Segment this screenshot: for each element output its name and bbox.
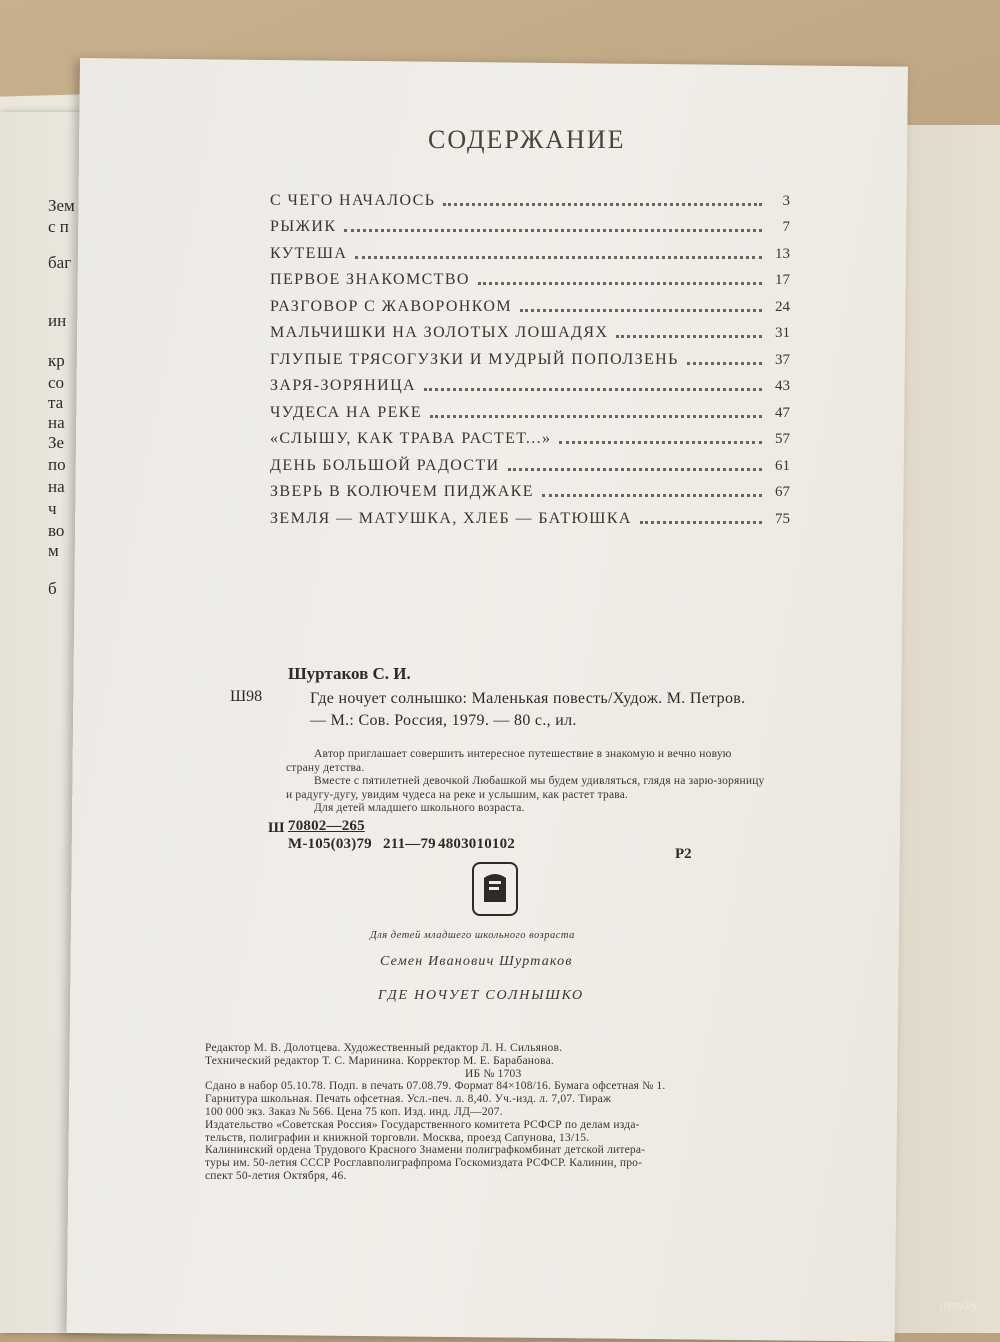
- left-page-fragment: баг: [48, 253, 72, 272]
- toc-item-page: 67: [775, 484, 790, 500]
- toc-item-title: С ЧЕГО НАЧАЛОСЬ: [270, 191, 436, 209]
- publisher-logo: [472, 862, 518, 916]
- toc-item: [270, 422, 790, 449]
- toc-item: [270, 369, 790, 396]
- imprint-detail-line: тельств, полиграфии и книжной торговли. Москва, проезд Сапунова, 13/15.: [205, 1131, 590, 1144]
- class-denominator: М-105(03)79: [288, 836, 372, 852]
- left-page-fragment: та: [48, 393, 64, 412]
- imprint-author: Семен Иванович Шуртаков: [380, 954, 573, 969]
- imprint-detail-line: Сдано в набор 05.10.78. Подп. в печать 07.08.79. Формат 84×108/16. Бумага офсетная № 1.: [205, 1080, 666, 1093]
- toc-item-page: 24: [775, 298, 790, 315]
- toc-item-title: РЫЖИК: [270, 218, 337, 235]
- imprint-detail-line: Гарнитура школьная. Печать офсетная. Усл.-печ. л. 8,40. Уч.-изд. л. 7,07. Тираж: [205, 1093, 612, 1106]
- toc-item-page: 3: [782, 192, 790, 209]
- toc-item: [270, 342, 790, 369]
- toc-leader-dots: [542, 493, 762, 497]
- toc-item-title: ЗВЕРЬ В КОЛЮЧЕМ ПИДЖАКЕ: [270, 483, 534, 500]
- imprint-detail-line: ИБ № 1703: [465, 1067, 522, 1080]
- toc-item-page: 75: [775, 510, 790, 527]
- toc-item: [270, 289, 790, 316]
- class-numerator: 70802—265: [288, 818, 365, 834]
- imprint-detail-line: Редактор М. В. Долотцева. Художественный редактор Л. Н. Сильянов.: [205, 1042, 563, 1054]
- left-page-fragment: на: [48, 477, 65, 496]
- toc-item: [270, 316, 790, 343]
- toc-leader-dots: [443, 202, 762, 206]
- bib-author: Шуртаков С. И.: [288, 664, 411, 683]
- toc-leader-dots: [355, 255, 762, 259]
- toc-item: [270, 236, 790, 263]
- toc-item: [270, 475, 790, 502]
- toc-item-page: 17: [775, 272, 790, 288]
- imprint-title: ГДЕ НОЧУЕТ СОЛНЫШКО: [378, 988, 584, 1003]
- annotation-paragraph: Вместе с пятилетней девочкой Любашкой мы будем удивляться, глядя на зарю-зоряницу и радугу-дугу, увидим чудеса на реке и услышим, как растет трава.: [286, 775, 765, 801]
- class-code: 211—79: [383, 836, 436, 852]
- left-page-fragment: Зем: [48, 196, 75, 215]
- toc-item-title: ЧУДЕСА НА РЕКЕ: [270, 403, 423, 421]
- bib-code: Ш98: [230, 688, 263, 705]
- table-of-contents: [270, 183, 790, 528]
- toc-item-page: 47: [775, 404, 790, 421]
- toc-item-title: ГЛУПЫЕ ТРЯСОГУЗКИ И МУДРЫЙ ПОПОЛЗЕНЬ: [270, 350, 679, 368]
- toc-heading: СОДЕРЖАНИЕ: [428, 125, 626, 154]
- imprint-detail-line: Калининский ордена Трудового Красного Знамени полиграфкомбинат детской литера-: [205, 1144, 646, 1157]
- toc-item-page: 13: [775, 245, 790, 262]
- toc-leader-dots: [559, 440, 762, 444]
- left-page-fragment: по: [48, 455, 66, 474]
- imprint-detail-line: туры им. 50-летия СССР Росглавполиграфпрома Госкомиздата РСФСР. Калинин, про-: [205, 1157, 643, 1170]
- toc-item: [270, 395, 790, 422]
- imprint-details: [205, 1042, 765, 1183]
- toc-leader-dots: [616, 334, 762, 338]
- toc-item-page: 57: [775, 431, 790, 447]
- left-page-fragment: во: [48, 521, 65, 540]
- toc-leader-dots: [508, 467, 762, 471]
- left-page-fragment: ин: [48, 311, 67, 330]
- toc-leader-dots: [430, 414, 762, 418]
- left-page-fragment: Зе: [48, 433, 65, 452]
- imprint-detail-line: спект 50-летия Октября, 46.: [205, 1169, 347, 1182]
- toc-leader-dots: [687, 361, 762, 365]
- left-page-fragment: м: [48, 541, 59, 560]
- left-page-fragment: б: [48, 579, 57, 598]
- toc-item-title: ПЕРВОЕ ЗНАКОМСТВО: [270, 271, 470, 288]
- toc-item-page: 61: [775, 457, 790, 474]
- imprint-detail-line: Издательство «Советская Россия» Государственного комитета РСФСР по делам изда-: [205, 1118, 640, 1131]
- left-page-fragment: кр: [48, 351, 65, 370]
- annotation-paragraph: Автор приглашает совершить интересное путешествие в знакомую и вечно новую страну детства.: [286, 748, 732, 774]
- imprint-audience: Для детей младшего школьного возраста: [370, 930, 575, 941]
- left-page-fragment: на: [48, 413, 65, 432]
- toc-leader-dots: [344, 228, 762, 232]
- watermark: mety.by: [940, 1300, 978, 1312]
- toc-item-title: РАЗГОВОР С ЖАВОРОНКОМ: [270, 297, 513, 315]
- toc-item: [270, 448, 790, 475]
- left-page-fragment: со: [48, 373, 65, 392]
- toc-item-title: ДЕНЬ БОЛЬШОЙ РАДОСТИ: [270, 456, 500, 474]
- toc-item: [270, 210, 790, 237]
- toc-item-title: МАЛЬЧИШКИ НА ЗОЛОТЫХ ЛОШАДЯХ: [270, 324, 609, 341]
- imprint-detail-line: Технический редактор Т. С. Маринина. Корректор М. Е. Барабанова.: [205, 1054, 554, 1067]
- toc-item: [270, 263, 790, 290]
- class-prefix: Ш: [268, 820, 285, 836]
- toc-item-title: КУТЕША: [270, 244, 348, 262]
- toc-leader-dots: [424, 387, 762, 391]
- imprint-detail-line: 100 000 экз. Заказ № 566. Цена 75 коп. Изд. инд. ЛД—207.: [205, 1105, 503, 1118]
- left-page-fragment: ч: [48, 499, 57, 518]
- toc-leader-dots: [478, 281, 762, 285]
- class-number: 4803010102: [438, 836, 515, 852]
- toc-leader-dots: [520, 308, 762, 312]
- p2-mark: Р2: [675, 846, 692, 862]
- toc-item: [270, 183, 790, 210]
- toc-item-title: «СЛЫШУ, КАК ТРАВА РАСТЕТ...»: [270, 430, 552, 447]
- toc-item-title: ЗЕМЛЯ — МАТУШКА, ХЛЕБ — БАТЮШКА: [270, 509, 632, 527]
- toc-item-page: 31: [775, 325, 790, 341]
- bib-annotation: [286, 748, 766, 816]
- toc-item-title: ЗАРЯ-ЗОРЯНИЦА: [270, 377, 417, 394]
- bib-description: Где ночует солнышко: Маленькая повесть/Худож. М. Петров. — М.: Сов. Россия, 1979. — 80 с., ил.: [310, 690, 746, 729]
- left-page-fragment: с п: [48, 217, 69, 236]
- toc-item-page: 43: [775, 378, 790, 394]
- annotation-paragraph: Для детей младшего школьного возраста.: [314, 802, 525, 814]
- toc-item-page: 7: [782, 219, 790, 235]
- toc-item: [270, 501, 790, 528]
- toc-item-page: 37: [775, 351, 790, 368]
- toc-leader-dots: [640, 520, 762, 524]
